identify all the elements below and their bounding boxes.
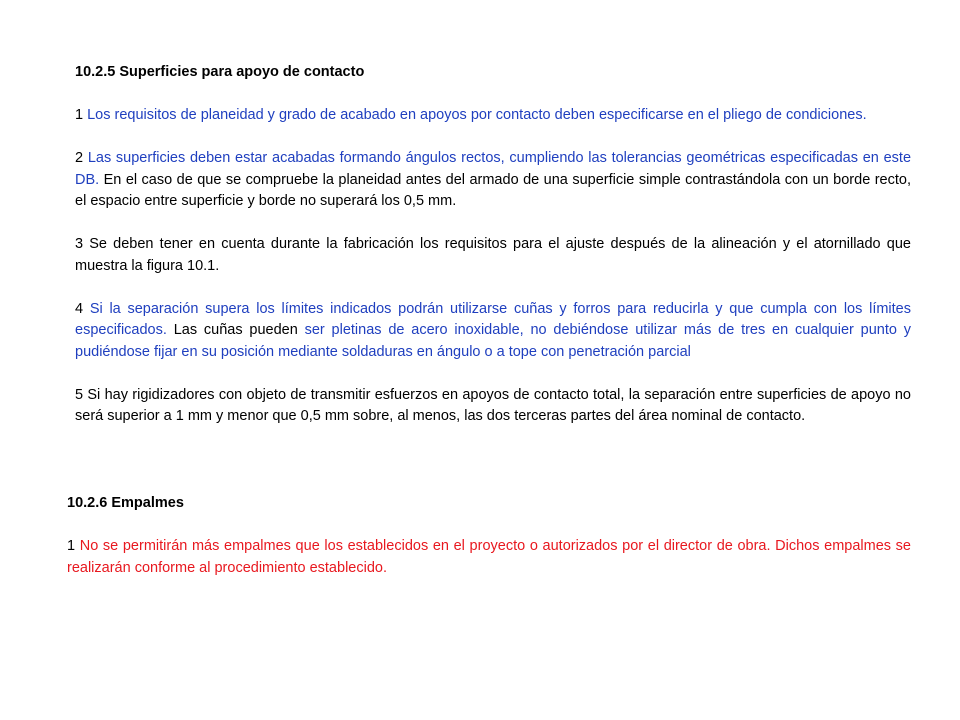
paragraph-1 [67, 536, 911, 579]
paragraph-1 [75, 105, 911, 127]
paragraph-text-blue: Los requisitos de planeidad y grado de acabado en apoyos por contacto deben especificarse en el pliego de condiciones. [87, 107, 867, 123]
section-splices [67, 493, 911, 579]
paragraph-text-red: No se permitirán más empalmes que los establecidos en el proyecto o autorizados por el director de obra. Dichos empalmes se realizarán conforme al procedimiento establecido. [67, 538, 911, 576]
paragraph-number: 4 [75, 300, 90, 317]
paragraph-number: 1 [75, 107, 88, 123]
paragraph-text-blue: ser pletinas de acero inoxidable, no debiéndose utilizar más de tres en cualquier punto y pudiéndose fijar en su posición mediante soldaduras en ángulo o a tope con penetración parcial [75, 322, 911, 360]
paragraph-number: 2 [75, 150, 88, 166]
paragraph-text-blue: Si la separación supera los límites indicados podrán utilizarse cuñas y forros para reducirla y que cumpla con los límites especificados. [75, 300, 911, 338]
paragraph-text: 3 Se deben tener en cuenta durante la fabricación los requisitos para el ajuste después de la alineación y el atornillado que muestra la figura 10.1. [75, 236, 911, 274]
paragraph-3 [75, 234, 911, 277]
section-heading: 10.2.6 Empalmes [67, 495, 184, 511]
paragraph-5 [75, 385, 911, 428]
paragraph-4 [75, 299, 911, 364]
section-surfaces-contact-support [75, 62, 911, 428]
paragraph-text: Las cuñas pueden [166, 322, 305, 338]
paragraph-text: 5 Si hay rigidizadores con objeto de transmitir esfuerzos en apoyos de contacto total, la separación entre superficies de apoyo no será superior a 1 mm y menor que 0,5 mm sobre, al menos, las dos terceras partes del área nominal de contacto. [75, 386, 911, 424]
section-heading: 10.2.5 Superficies para apoyo de contacto [75, 64, 365, 80]
paragraph-text-blue: Las superficies deben estar acabadas formando ángulos rectos, cumpliendo las tolerancias geométricas especificadas en este DB. [75, 150, 912, 188]
paragraph-number: 1 [67, 538, 80, 554]
paragraph-text: En el caso de que se compruebe la planeidad antes del armado de una superficie simple contrastándola con un borde recto, el espacio entre superficie y borde no superará los 0,5 mm. [75, 171, 911, 209]
paragraph-2 [75, 148, 911, 213]
